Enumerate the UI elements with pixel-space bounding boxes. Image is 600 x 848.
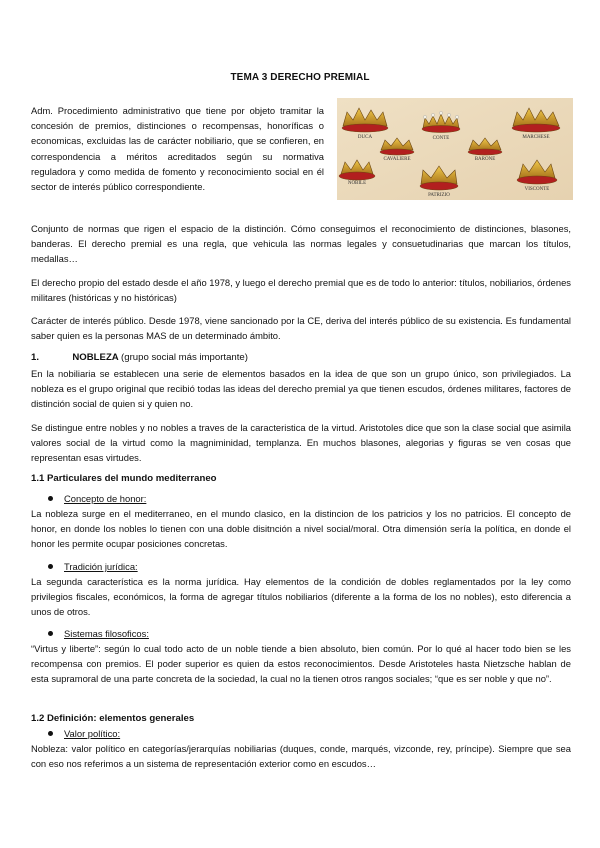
crown-label: DUCA bbox=[357, 135, 373, 140]
crown-label: NOBILE bbox=[347, 181, 367, 186]
crown-label: MARCHESE bbox=[522, 135, 550, 140]
section-subtitle: (grupo social más importante) bbox=[121, 352, 248, 363]
section-heading-nobleza bbox=[31, 351, 248, 365]
bullet-concepto-honor: Concepto de honor: bbox=[48, 492, 146, 506]
crown-label: PATRIZIO bbox=[428, 193, 450, 198]
section-title: NOBLEZA bbox=[72, 352, 119, 363]
bullet-dot bbox=[48, 631, 53, 636]
paragraph-virtus: “Virtus y liberte”: según lo cual todo acto de un noble tiende a bien absoluto, bien común. Por lo qué al hacer todo bien se les recompensa con premios. El poder superior es quien da estos reconocimientos. Desde Aristoteles hasta Nietzsche hablan de esta supramoral de una parte concreta de la sociedad, la cual no la tienen otros rangos sociales; “que es ser noble y que no”. bbox=[31, 643, 571, 685]
crown-cavaliere bbox=[380, 138, 414, 162]
bullet-tradicion-juridica: Tradición jurídica: bbox=[48, 560, 138, 574]
bullet-sistemas-filosoficos: Sistemas filosoficos: bbox=[48, 627, 149, 641]
paragraph-virtud: Se distingue entre nobles y no nobles a traves de la caracteristica de la virtud. Aristotoles dice que son la clase social que asimila valores social de la virtud como la magniminidad, templanza. En muchos blasones, alegorias y figuras se ven cosas que representan esas virtudes. bbox=[31, 422, 571, 464]
subsection-heading-1-1: 1.1 Particulares del mundo mediterraneo bbox=[31, 473, 217, 484]
paragraph-norma-juridica: La segunda característica es la norma jurídica. Hay elementos de la condición de dobles reglamentados por la ley como privilegios fiscales, económicos, la forma de agregar títulos nobiliarios (diferente a la forma de los no nobles), esto diferencia a unos de otros. bbox=[31, 576, 571, 618]
paragraph-normas: Conjunto de normas que rigen el espacio de la distinción. Cómo conseguimos el reconocimiento de distinciones, blasones, banderas. El derecho premial es una regla, que vehicula las normas legales y consuetudinarias que marcan los títulos, medallas… bbox=[31, 223, 571, 265]
crown-label: VISCONTE bbox=[524, 187, 550, 192]
intro-paragraph: Adm. Procedimiento administrativo que tiene por objeto tramitar la concesión de premios, distinciones o recompensas, honoríficas o economicas, excluidas las de carácter nobiliario, que se confieren, en correspondencia a méritos acreditados según su normativa reguladora y como medida de fomento y reconocimiento social en él sector de interés público correspondiente. bbox=[31, 105, 324, 193]
crown-label: CONTE bbox=[432, 136, 450, 141]
subsection-heading-1-2: 1.2 Definición: elementos generales bbox=[31, 713, 195, 724]
paragraph-honor: La nobleza surge en el mediterraneo, en el mundo clasico, en la distincion de los patricios y los no patricios. El concepto de honor, en donde los nobles lo tienen con una doble disitnción a nivel social/moral. Otra dimensión sería la política, en donde el honor les permite ocupar posiciones concretas. bbox=[31, 508, 571, 550]
paragraph-nobiliaria: En la nobiliaria se establecen una serie de elementos basados en la idea de que son un grupo único, son privilegiados. La nobleza es el grupo original que recibió todas las ideas del derecho premial ya que tienen escudos, órdenes militares, factores de distinción social de quien si y quien no. bbox=[31, 368, 571, 410]
section-number: 1. bbox=[31, 352, 40, 363]
bullet-dot bbox=[48, 496, 53, 501]
bullet-valor-politico: Valor político: bbox=[48, 727, 120, 741]
nobility-crowns-figure bbox=[337, 98, 573, 200]
crown-label: BARONE bbox=[474, 157, 496, 162]
paragraph-derecho-estado: El derecho propio del estado desde el año 1978, y luego el derecho premial que es de todo lo anterior: títulos, nobiliarios, órdenes militares (históricas y no históricas) bbox=[31, 277, 571, 304]
paragraph-valor-politico: Nobleza: valor político en categorías/jerarquías nobiliarias (duques, conde, marqués, vizconde, rey, príncipe). Siempre que sea con eso nos referimos a un sistema de representación exterior como en escudos… bbox=[31, 743, 571, 770]
paragraph-interes-publico: Carácter de interés público. Desde 1978, viene sancionado por la CE, deriva del interés público de su existencia. Es fundamental saber quien es la personas MAS de un determinado ámbito. bbox=[31, 315, 571, 342]
bullet-dot bbox=[48, 564, 53, 569]
bullet-dot bbox=[48, 731, 53, 736]
crown-label: CAVALIERE bbox=[383, 157, 411, 162]
document-title: TEMA 3 DERECHO PREMIAL bbox=[230, 72, 370, 83]
